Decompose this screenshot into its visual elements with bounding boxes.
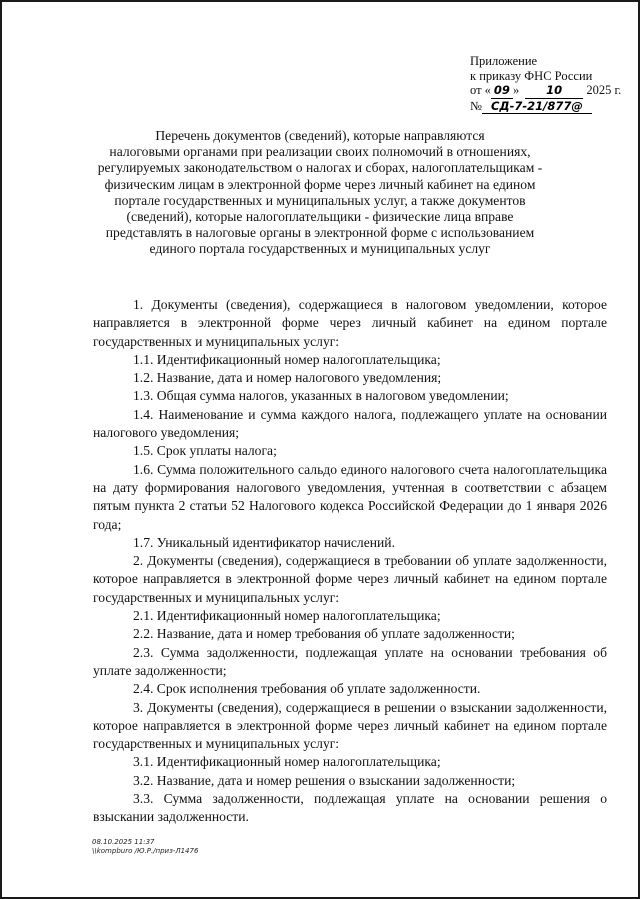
order-date (470, 83, 630, 99)
list-item: 2.1. Идентификационный номер налогоплательщика; (133, 608, 441, 624)
list-item: 3.2. Название, дата и номер решения о взыскании задолженности; (133, 772, 516, 788)
list-item: 1.2. Название, дата и номер налогового уведомления; (133, 370, 442, 386)
list-item: 2.4. Срок исполнения требования об уплате задолженности. (133, 681, 481, 697)
order-year: 2025 г. (586, 83, 622, 97)
handwritten-month: 10 (525, 83, 583, 99)
list-item: 3.3. Сумма задолженности, подлежащая уплате на основании решения о взыскании задолженности. (93, 791, 607, 825)
document-body (93, 296, 607, 827)
title-line: (сведений), которые налогоплательщики - физические лица вправе (126, 209, 514, 225)
section-heading: 2. Документы (сведения), содержащиеся в требовании об уплате задолженности, которое направляется в электронной форме через личный кабинет на едином портале государственных и муниципальных услуг: (93, 553, 607, 605)
list-item: 1.1. Идентификационный номер налогоплательщика; (133, 351, 441, 367)
list-item: 2.2. Название, дата и номер требования об уплате задолженности; (133, 626, 515, 642)
section-heading: 3. Документы (сведения), содержащиеся в решении о взыскании задолженности, которое направляется в электронной форме через личный кабинет на едином портале государственных и муниципальных услуг: (93, 699, 607, 752)
list-item: 1.6. Сумма положительного сальдо единого налогового счета налогоплательщика на дату формирования налогового уведомления, учтенная в соответствии с абзацем пятым пункта 2 статьи 52 Налогового кодекса Российской Федерации до 1 января 2026 года; (93, 461, 607, 532)
title-line: единого портала государственных и муниципальных услуг (149, 241, 491, 257)
title-line: портале государственных и муниципальных услуг, а также документов (114, 192, 526, 208)
title-line: налоговыми органами при реализации своих полномочий в отношениях, (109, 144, 531, 160)
handwritten-day: 09 (491, 83, 513, 99)
list-item: 2.3. Сумма задолженности, подлежащая уплате на основании требования об уплате задолженности; (93, 644, 607, 678)
footer-stamp (92, 838, 198, 856)
attachment-label: Приложение (470, 54, 538, 68)
order-reference: к приказу ФНС России (470, 68, 593, 83)
handwritten-number: СД-7-21/877@ (482, 99, 592, 115)
number-prefix: № (470, 98, 482, 113)
date-prefix: от « (470, 83, 491, 97)
section-heading: 1. Документы (сведения), содержащиеся в налоговом уведомлении, которое направляется в электронной форме через личный кабинет на едином портале государственных и муниципальных услуг: (93, 297, 607, 349)
attachment-block (470, 54, 630, 114)
list-item: 1.7. Уникальный идентификатор начислений. (133, 534, 395, 550)
list-item: 1.3. Общая сумма налогов, указанных в налоговом уведомлении; (133, 388, 509, 404)
list-item: 1.4. Наименование и сумма каждого налога, подлежащего уплате на основании налогового уведомления; (93, 406, 607, 441)
title-line: Перечень документов (сведений), которые направляются (155, 128, 485, 143)
date-close: » (512, 83, 520, 97)
order-number (470, 99, 630, 115)
footer-path: \\kompburo /Ю.Р./приз-Л1476 (92, 847, 199, 855)
list-item: 3.1. Идентификационный номер налогоплательщика; (133, 754, 441, 770)
document-title (96, 128, 544, 258)
footer-timestamp: 08.10.2025 11:37 (92, 838, 155, 846)
title-line: физическим лицам в электронной форме через личный кабинет на едином (104, 176, 536, 192)
title-line: регулируемых законодательством о налогах и сборах, налогоплательщикам - (97, 160, 543, 176)
title-line: представлять в налоговые органы в электронной форме с использованием (105, 225, 535, 241)
list-item: 1.5. Срок уплаты налога; (133, 443, 277, 459)
